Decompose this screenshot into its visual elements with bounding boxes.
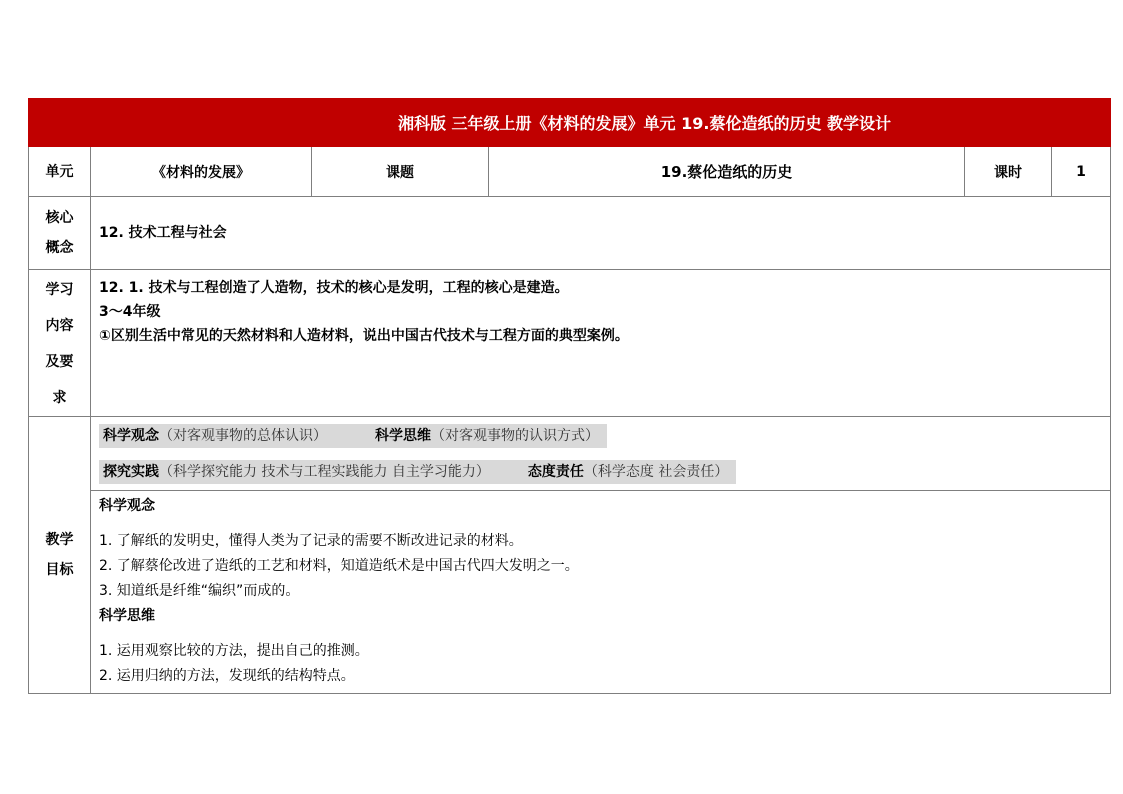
sec2-item-1: 1. 运用观察比较的方法，提出自己的推测。 — [99, 643, 369, 659]
highlight-inquiry-practice: 探究实践（科学探究能力 技术与工程实践能力 自主学习能力） — [99, 460, 498, 484]
core-label-line-2: 概念 — [45, 240, 74, 256]
core-concept-label — [29, 197, 91, 270]
goals-label-line-2: 目标 — [45, 562, 74, 578]
req-line-1: 12. 1. 技术与工程创造了人造物，技术的核心是发明，工程的核心是建造。 — [99, 280, 569, 296]
requirements-label — [29, 270, 91, 417]
req-label-line-2: 内容 — [45, 318, 74, 334]
requirements-cell — [91, 270, 1111, 417]
topic-label: 课题 — [312, 147, 489, 197]
core-label-line-1: 核心 — [45, 210, 74, 226]
goals-dimension-row — [29, 417, 1111, 491]
dimension-line-1 — [99, 424, 1102, 448]
goals-label-line-1: 教学 — [45, 532, 74, 548]
req-line-3: ①区别生活中常见的天然材料和人造材料，说出中国古代技术与工程方面的典型案例。 — [99, 328, 629, 344]
sec1-item-2: 2. 了解蔡伦改进了造纸的工艺和材料，知道造纸术是中国古代四大发明之一。 — [99, 558, 579, 574]
goals-label — [29, 417, 91, 694]
period-label: 课时 — [965, 147, 1052, 197]
req-label-line-3: 及要 — [45, 354, 74, 370]
highlight-science-thinking: 科学思维（对客观事物的认识方式） — [335, 424, 607, 448]
sec1-item-1: 1. 了解纸的发明史，懂得人类为了记录的需要不断改进记录的材料。 — [99, 533, 523, 549]
core-concept-row — [29, 197, 1111, 270]
goals-content-cell — [91, 491, 1111, 694]
goals-dimension-cell — [91, 417, 1111, 491]
period-value: 1 — [1052, 147, 1111, 197]
goals-content-row — [29, 491, 1111, 694]
sec2-item-2: 2. 运用归纳的方法，发现纸的结构特点。 — [99, 668, 355, 684]
core-concept-text: 12. 技术工程与社会 — [99, 225, 227, 241]
info-row — [29, 147, 1111, 197]
highlight-attitude-responsibility: 态度责任（科学态度 社会责任） — [498, 460, 736, 484]
req-label-line-1: 学习 — [45, 282, 74, 298]
document-title: 湘科版 三年级上册《材料的发展》单元 19.蔡伦造纸的历史 教学设计 — [29, 99, 1111, 147]
req-line-2: 3～4年级 — [99, 304, 161, 320]
requirements-row — [29, 270, 1111, 417]
dimension-line-2 — [99, 460, 1102, 484]
unit-value: 《材料的发展》 — [91, 147, 312, 197]
lesson-plan-sheet — [28, 98, 1110, 694]
unit-label: 单元 — [29, 147, 91, 197]
core-concept-cell — [91, 197, 1111, 270]
sec1-title: 科学观念 — [99, 498, 155, 514]
req-label-line-4: 求 — [52, 390, 67, 406]
lesson-plan-table — [28, 98, 1111, 694]
topic-value: 19.蔡伦造纸的历史 — [489, 147, 965, 197]
title-row — [29, 99, 1111, 147]
highlight-science-concept: 科学观念（对客观事物的总体认识） — [99, 424, 335, 448]
sec2-title: 科学思维 — [99, 608, 155, 624]
sec1-item-3: 3. 知道纸是纤维“编织”而成的。 — [99, 583, 300, 599]
